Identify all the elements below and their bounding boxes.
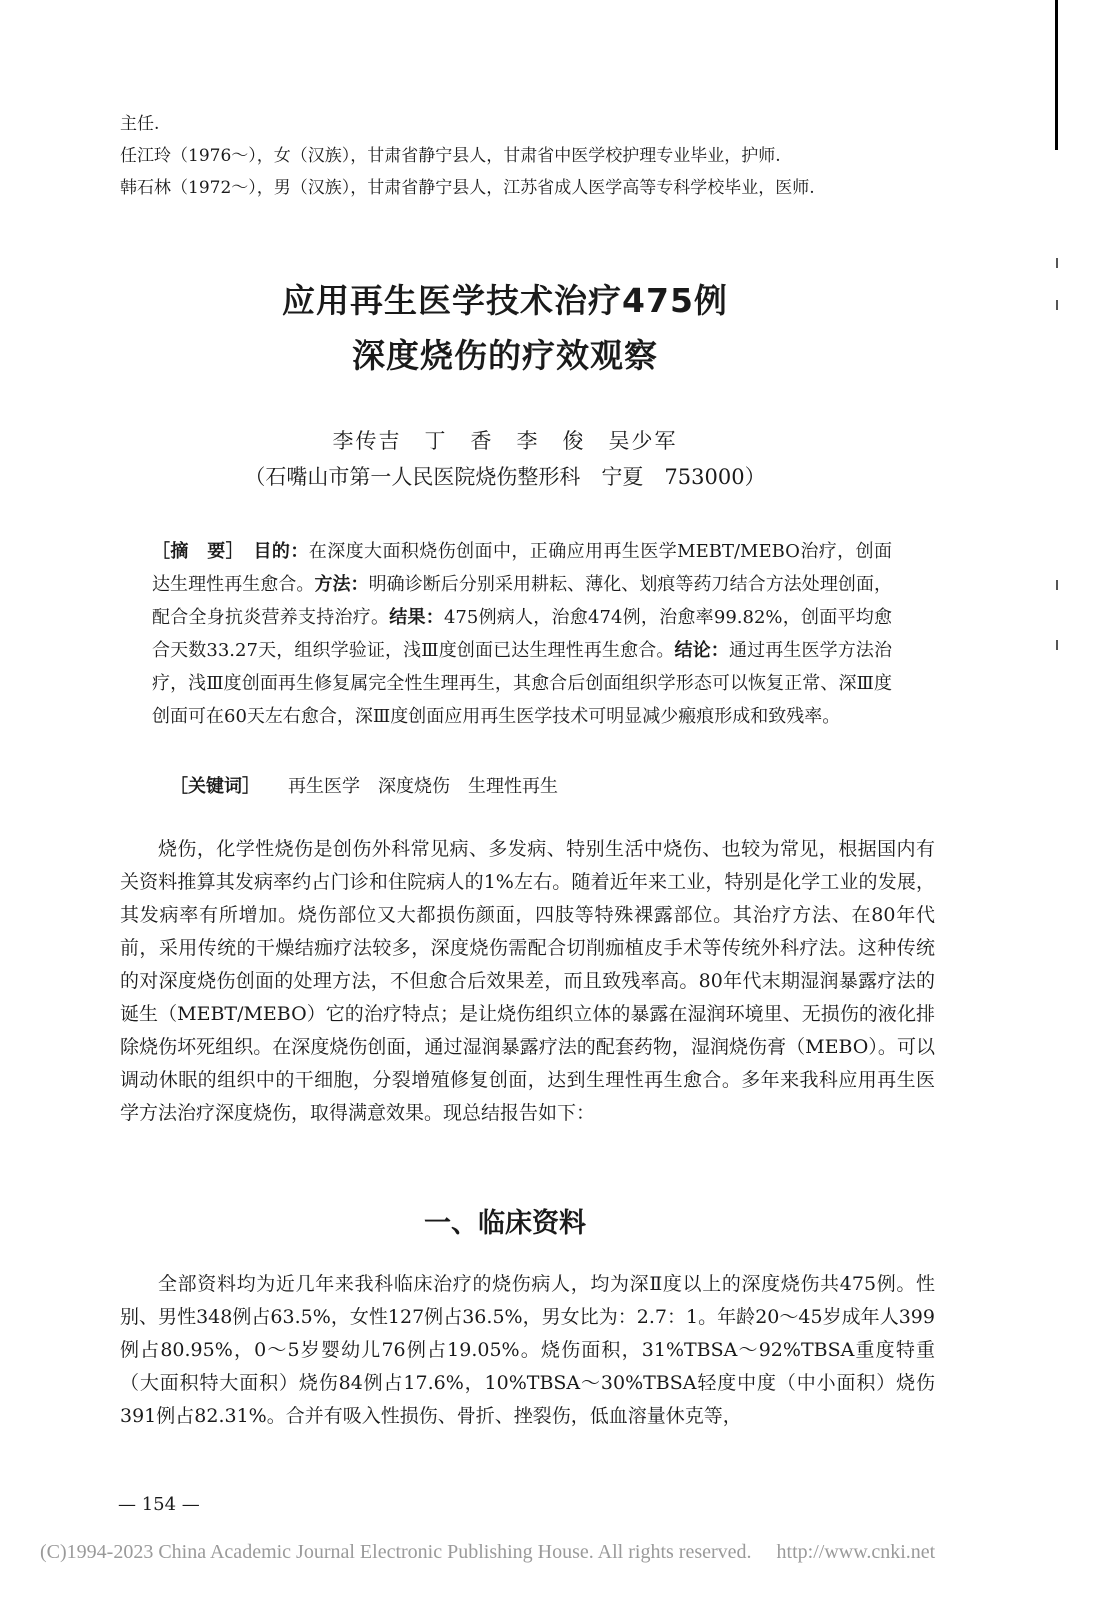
result-text: 475例病人，治愈474例，治愈率99.82%，创面平均愈合天数33.27天，组织学验证，浅Ⅲ度创面已达生理性再生愈合。	[152, 607, 893, 661]
clinical-data-section	[120, 1268, 935, 1433]
copyright-footer: (C)1994-2023 China Academic Journal Electronic Publishing House. All rights reserved. http://www.cnki.net	[40, 1541, 936, 1563]
title-line-2: 深度烧伤的疗效观察	[352, 336, 658, 375]
title-line-1: 应用再生医学技术治疗475例	[282, 281, 728, 320]
keyword: 再生医学	[288, 776, 360, 797]
author-names: 李传吉 丁 香 李 俊 吴少军	[332, 429, 678, 453]
scan-edge-mark	[1056, 580, 1058, 590]
result-label: 结果：	[389, 607, 444, 628]
purpose-label: 目的：	[253, 541, 309, 562]
keywords-label: ［关键词］	[170, 776, 260, 797]
purpose-text: 在深度大面积烧伤创面中，正确应用再生医学MEBT/MEBO治疗，创面达生理性再生愈合。	[152, 541, 893, 595]
abstract	[152, 535, 892, 733]
scan-edge-mark	[1056, 300, 1058, 310]
abstract-label: ［摘 要］	[152, 541, 236, 562]
author-note-line: 任江玲（1976～），女（汉族），甘肃省静宁县人，甘肃省中医学校护理专业毕业，护师.	[120, 146, 781, 166]
intro-paragraph: 烧伤，化学性烧伤是创伤外科常见病、多发病、特别生活中烧伤、也较为常见，根据国内有关资料推算其发病率约占门诊和住院病人的1%左右。随着近年来工业，特别是化学工业的发展，其发病率有所增加。烧伤部位又大都损伤颜面，四肢等特殊裸露部位。其治疗方法、在80年代前，采用传统的干燥结痂疗法较多，深度烧伤需配合切削痂植皮手术等传统外科疗法。这种传统的对深度烧伤创面的处理方法，不但愈合后效果差，而且致残率高。80年代末期湿润暴露疗法的诞生（MEBT/MEBO）它的治疗特点；是让烧伤组织立体的暴露在湿润环境里、无损伤的液化排除烧伤坏死组织。在深度烧伤创面，通过湿润暴露疗法的配套药物，湿润烧伤膏（MEBO）。可以调动休眠的组织中的干细胞，分裂增殖修复创面，达到生理性再生愈合。多年来我科应用再生医学方法治疗深度烧伤，取得满意效果。现总结报告如下：	[120, 838, 935, 1124]
scan-edge-mark	[1056, 258, 1058, 268]
affiliation: （石嘴山市第一人民医院烧伤整形科 宁夏 753000）	[244, 465, 766, 489]
author-block	[0, 423, 1010, 495]
intro-section	[120, 833, 935, 1130]
conclusion-text: 通过再生医学方法治疗，浅Ⅲ度创面再生修复属完全性生理再生，其愈合后创面组织学形态可以恢复正常、深Ⅲ度创面可在60天左右愈合，深Ⅲ度创面应用再生医学技术可明显减少瘢痕形成和致残率。	[152, 640, 893, 727]
keyword: 生理性再生	[468, 776, 558, 797]
author-note-line: 主任.	[120, 114, 160, 134]
page-number: — 154 —	[118, 1494, 200, 1515]
scan-edge-mark	[1056, 640, 1058, 650]
clinical-data-paragraph: 全部资料均为近几年来我科临床治疗的烧伤病人，均为深Ⅱ度以上的深度烧伤共475例。性别、男性348例占63.5%，女性127例占36.5%，男女比为：2.7：1。年龄20～45岁成年人399例占80.95%，0～5岁婴幼儿76例占19.05%。烧伤面积，31%TBSA～92%TBSA重度特重（大面积特大面积）烧伤84例占17.6%，10%TBSA～30%TBSA轻度中度（中小面积）烧伤391例占82.31%。合并有吸入性损伤、骨折、挫裂伤，低血溶量休克等，	[120, 1273, 935, 1427]
author-notes	[120, 108, 980, 204]
conclusion-label: 结论：	[674, 640, 729, 661]
method-label: 方法：	[314, 574, 369, 595]
keywords	[170, 772, 576, 802]
keyword: 深度烧伤	[378, 776, 450, 797]
scan-edge-line	[1055, 0, 1058, 150]
method-text: 明确诊断后分别采用耕耘、薄化、划痕等药刀结合方法处理创面，配合全身抗炎营养支持治疗。	[152, 574, 893, 628]
author-note-line: 韩石林（1972～），男（汉族），甘肃省静宁县人，江苏省成人医学高等专科学校毕业，医师.	[120, 178, 815, 198]
section-heading: 一、临床资料	[424, 1208, 586, 1239]
article-title	[0, 273, 1010, 383]
